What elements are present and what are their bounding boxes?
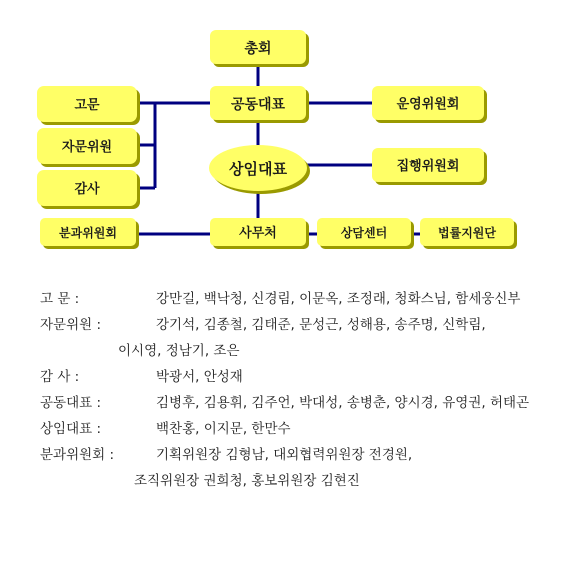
node-counseling-center [317,218,414,249]
member-names: 백찬홍, 이지문, 한만수 [156,421,291,437]
member-row-advisor [40,286,564,312]
member-role-label: 자문위원 : [40,317,102,333]
member-row-advisory [40,312,564,338]
node-auditor [37,170,140,209]
member-names: 조직위원장 권희청, 홍보위원장 김현진 [134,473,360,489]
member-names: 강만길, 백낙청, 신경림, 이문옥, 조정래, 청화스님, 함세웅신부 [156,291,521,307]
member-row-subcommittee [40,442,564,468]
member-names: 이시영, 정남기, 조은 [118,343,240,359]
node-executive-committee [372,148,487,185]
member-role-label: 공동대표 : [40,395,102,411]
member-role-label: 고 문 : [40,291,80,307]
member-row-auditor [40,364,564,390]
node-label: 총회 [244,41,272,57]
node-subcommittee [40,218,139,249]
node-advisor [37,86,140,125]
member-row-advisory-cont [40,338,564,364]
member-names: 강기석, 김종철, 김태준, 문성근, 성해용, 송주명, 신학림, [156,317,486,333]
node-label: 사무처 [239,226,277,241]
member-row-standing-rep [40,416,564,442]
member-role-label: 감 사 : [40,369,80,385]
node-label: 상임대표 [229,160,287,178]
node-label: 공동대표 [230,97,286,113]
node-label: 운영위원회 [396,97,460,112]
member-names: 김병후, 김용휘, 김주언, 박대성, 송병춘, 양시경, 유영권, 허태곤 [156,395,530,411]
node-label: 감사 [74,182,100,197]
node-secretariat [210,218,309,249]
node-general-assembly [210,30,309,67]
member-row-co-reps [40,390,564,416]
node-label: 분과위원회 [59,226,117,240]
node-label: 법률지원단 [438,226,496,240]
org-chart [0,0,567,280]
node-label: 고문 [74,98,100,113]
member-names: 박광서, 안성재 [156,369,243,385]
node-legal-support-group [420,218,517,249]
node-label: 집행위원회 [396,159,460,174]
node-co-representatives [210,86,309,123]
member-role-label: 분과위원회 : [40,447,115,463]
node-operating-committee [372,86,487,123]
node-label: 상담센터 [340,226,388,240]
node-label: 자문위원 [61,140,113,155]
node-advisory-committee [37,128,140,167]
member-row-subcommittee-cont [40,468,564,494]
member-role-label: 상임대표 : [40,421,102,437]
node-standing-representative [209,145,310,194]
member-names: 기획위원장 김형남, 대외협력위원장 전경원, [156,447,413,463]
member-list [40,286,564,494]
